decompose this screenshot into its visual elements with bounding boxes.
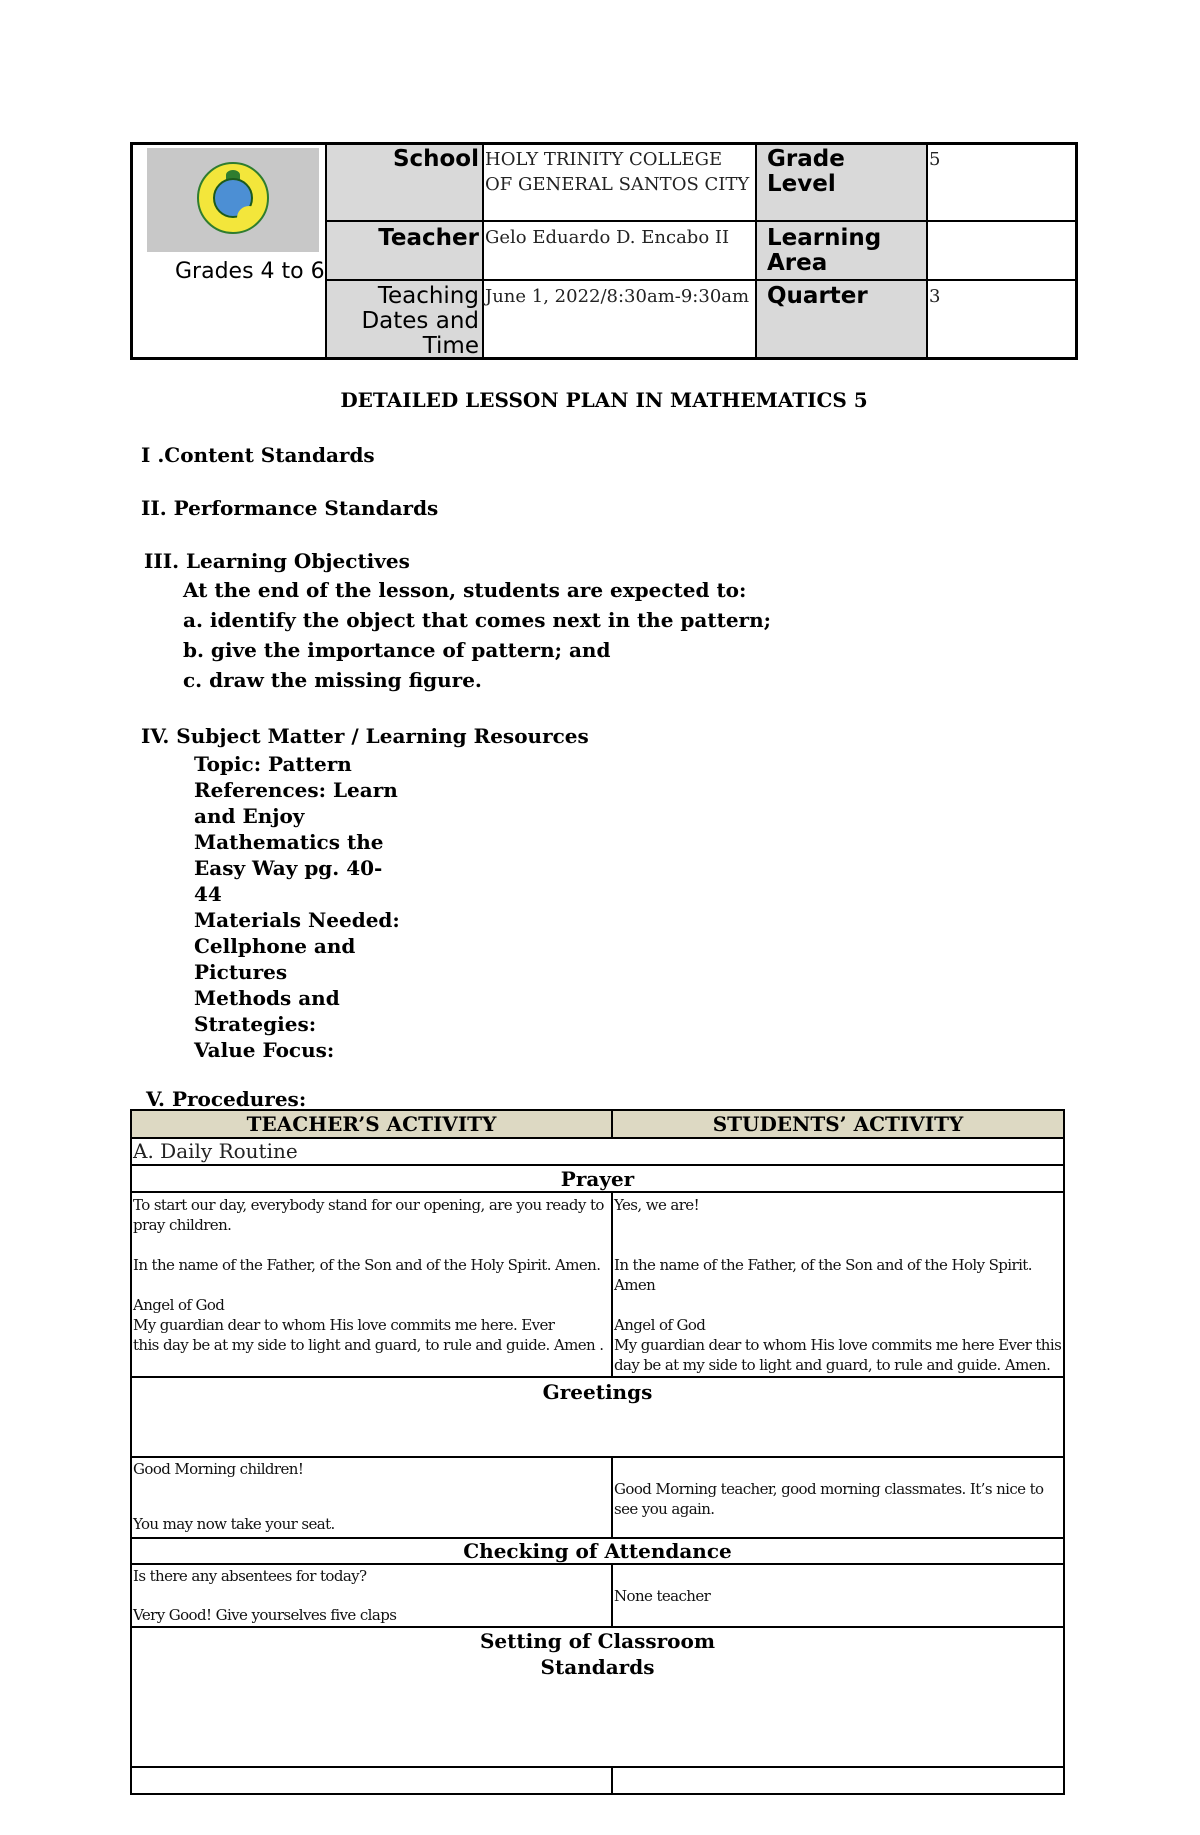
lesson-plan-title: DETAILED LESSON PLAN IN MATHEMATICS 5 (340, 388, 868, 412)
performance-standards-heading: II. Performance Standards (141, 496, 439, 520)
header-table (130, 142, 1078, 360)
greetings-heading: Greetings (542, 1380, 653, 1404)
objective-item: b. give the importance of pattern; and (183, 638, 611, 662)
classroom-standards-heading: Setting of Classroom (479, 1629, 715, 1653)
daily-routine-label: A. Daily Routine (133, 1139, 298, 1163)
grade-level-label: Grade Level (767, 146, 845, 197)
greet-teacher-text: Good Morning children! (133, 1460, 304, 1478)
objective-item: a. identify the object that comes next in the pattern; (183, 608, 772, 632)
subject-line: Materials Needed: (194, 908, 400, 932)
subject-line: References: Learn (194, 778, 398, 802)
attendance-student-text: None teacher (614, 1587, 711, 1605)
procedures-heading: V. Procedures: (146, 1087, 307, 1111)
content-standards-heading: I .Content Standards (141, 443, 375, 467)
subject-line: and Enjoy (194, 804, 305, 828)
subject-matter-list (194, 751, 400, 1063)
school-logo-icon (197, 162, 269, 234)
greet-teacher-text: You may now take your seat. (133, 1515, 335, 1533)
learning-area-label: Learning Area (767, 225, 882, 276)
teaching-dates-label: Teaching Dates and Time (361, 283, 479, 359)
attendance-teacher-text: Very Good! Give yourselves five claps (133, 1606, 397, 1624)
subject-matter-heading: IV. Subject Matter / Learning Resources (141, 724, 589, 748)
prayer-teacher-text: To start our day, everybody stand for our opening, are you ready to pray children. In the name of the Father, of the Son and of the Holy Spirit. Amen. Angel of God My guardian dear to whom His love commits me here. Ever this day be at my side to light and guard, to rule and guide. Amen . (133, 1196, 604, 1354)
teacher-value: Gelo Eduardo D. Encabo II (485, 227, 730, 248)
teacher-activity-header: TEACHER’S ACTIVITY (132, 1111, 611, 1137)
teacher-label: Teacher (378, 225, 479, 251)
students-activity-header: STUDENTS’ ACTIVITY (613, 1111, 1063, 1137)
subject-line: Pictures (194, 960, 288, 984)
subject-line: Cellphone and (194, 934, 356, 958)
subject-line: Value Focus: (194, 1038, 335, 1062)
attendance-heading: Checking of Attendance (463, 1539, 732, 1563)
subject-line: 44 (194, 882, 222, 906)
school-value: HOLY TRINITY COLLEGE OF GENERAL SANTOS CITY (485, 149, 750, 195)
procedures-table (130, 1109, 1065, 1795)
teaching-dates-value: June 1, 2022/8:30am-9:30am (485, 286, 750, 307)
prayer-heading: Prayer (560, 1167, 635, 1191)
greet-student-text: Good Morning teacher, good morning classmates. It’s nice to (614, 1480, 1044, 1498)
subject-line: Easy Way pg. 40- (194, 856, 383, 880)
school-logo-box (147, 148, 319, 252)
subject-line: Mathematics the (194, 830, 384, 854)
quarter-label: Quarter (767, 283, 868, 309)
grade-level-value: 5 (929, 149, 941, 170)
subject-line: Strategies: (194, 1012, 317, 1036)
objectives-intro: At the end of the lesson, students are expected to: (183, 578, 747, 602)
objectives-heading: III. Learning Objectives (144, 549, 410, 573)
school-label: School (392, 146, 479, 172)
subject-line: Methods and (194, 986, 340, 1010)
grades-label: Grades 4 to 6 (175, 259, 325, 284)
subject-line: Topic: Pattern (194, 752, 352, 776)
prayer-student-text: Yes, we are! In the name of the Father, of the Son and of the Holy Spirit. Amen Angel of God My guardian dear to whom His love commits me here Ever this day be at my side to light and guard, to rule and guide. Amen. (614, 1196, 1062, 1374)
greet-student-text: see you again. (614, 1500, 715, 1518)
attendance-teacher-text: Is there any absentees for today? (133, 1567, 367, 1585)
quarter-value: 3 (929, 286, 941, 307)
classroom-standards-heading: Standards (540, 1655, 655, 1679)
objective-item: c. draw the missing figure. (183, 668, 482, 692)
